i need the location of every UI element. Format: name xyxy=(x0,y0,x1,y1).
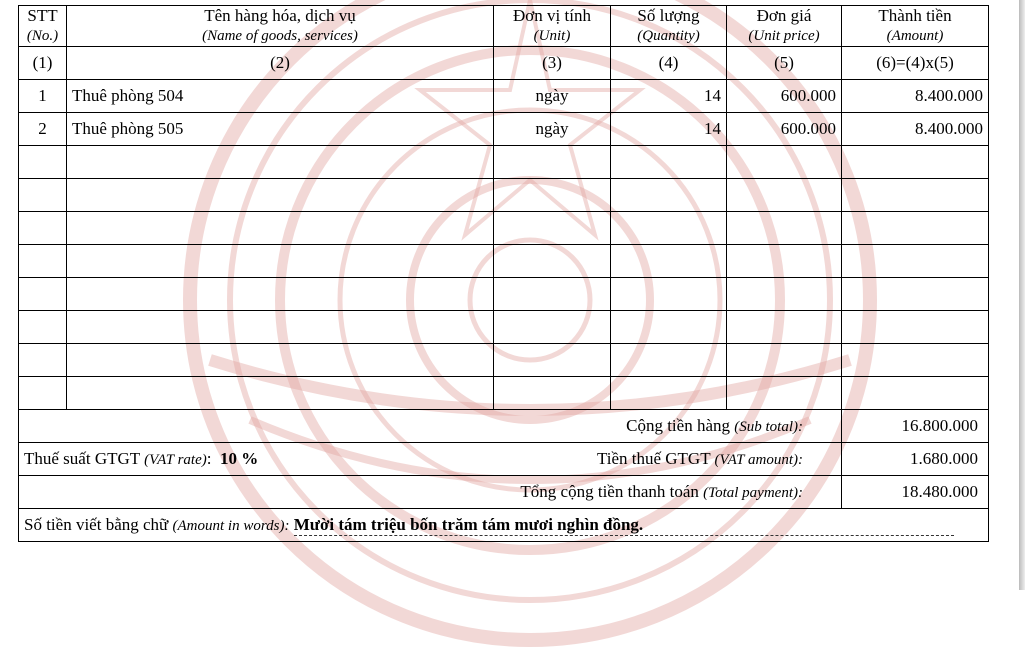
item-amount: 8.400.000 xyxy=(842,113,989,146)
vat-amount-label: Tiền thuế GTGT (VAT amount): xyxy=(596,449,803,468)
col-number: (5) xyxy=(727,47,842,80)
header-qty: Số lượng (Quantity) xyxy=(611,6,727,47)
header-name: Tên hàng hóa, dịch vụ (Name of goods, services) xyxy=(67,6,494,47)
total-label: Tổng cộng tiền thanh toán (Total payment): xyxy=(19,476,842,509)
item-no: 2 xyxy=(19,113,67,146)
header-no: STT (No.) xyxy=(19,6,67,47)
col-number: (3) xyxy=(494,47,611,80)
vat-rate-label: Thuế suất GTGT (VAT rate): 10 % xyxy=(24,449,259,468)
subtotal-row xyxy=(19,410,989,443)
item-amount: 8.400.000 xyxy=(842,80,989,113)
vat-rate-value: 10 % xyxy=(219,449,259,468)
item-unit: ngày xyxy=(494,113,611,146)
words-row xyxy=(19,509,989,542)
item-qty: 14 xyxy=(611,113,727,146)
item-qty: 14 xyxy=(611,80,727,113)
vat-row xyxy=(19,443,989,476)
empty-row xyxy=(19,146,989,179)
vat-cell xyxy=(19,443,842,476)
page-edge xyxy=(1019,0,1025,590)
empty-row xyxy=(19,344,989,377)
header-price: Đơn giá (Unit price) xyxy=(727,6,842,47)
col-number: (1) xyxy=(19,47,67,80)
empty-row xyxy=(19,179,989,212)
col-number: (2) xyxy=(67,47,494,80)
table-row xyxy=(19,80,989,113)
item-no: 1 xyxy=(19,80,67,113)
item-price: 600.000 xyxy=(727,80,842,113)
header-row xyxy=(19,6,989,47)
item-name: Thuê phòng 504 xyxy=(67,80,494,113)
col-number: (6)=(4)x(5) xyxy=(842,47,989,80)
total-value: 18.480.000 xyxy=(842,476,989,509)
amount-in-words: Số tiền viết bằng chữ (Amount in words): Mười tám triệu bốn trăm tám mươi nghìn đồng. xyxy=(19,509,989,542)
invoice-table xyxy=(18,5,989,542)
empty-row xyxy=(19,212,989,245)
empty-row xyxy=(19,245,989,278)
total-row xyxy=(19,476,989,509)
subtotal-label: Cộng tiền hàng (Sub total): xyxy=(19,410,842,443)
empty-row xyxy=(19,311,989,344)
empty-row xyxy=(19,377,989,410)
item-price: 600.000 xyxy=(727,113,842,146)
subtotal-value: 16.800.000 xyxy=(842,410,989,443)
header-amount: Thành tiền (Amount) xyxy=(842,6,989,47)
empty-row xyxy=(19,278,989,311)
item-unit: ngày xyxy=(494,80,611,113)
column-number-row xyxy=(19,47,989,80)
amount-in-words-value: Mười tám triệu bốn trăm tám mươi nghìn đồng. xyxy=(294,515,954,536)
header-unit: Đơn vị tính (Unit) xyxy=(494,6,611,47)
vat-amount-value: 1.680.000 xyxy=(842,443,989,476)
col-number: (4) xyxy=(611,47,727,80)
item-name: Thuê phòng 505 xyxy=(67,113,494,146)
table-row xyxy=(19,113,989,146)
